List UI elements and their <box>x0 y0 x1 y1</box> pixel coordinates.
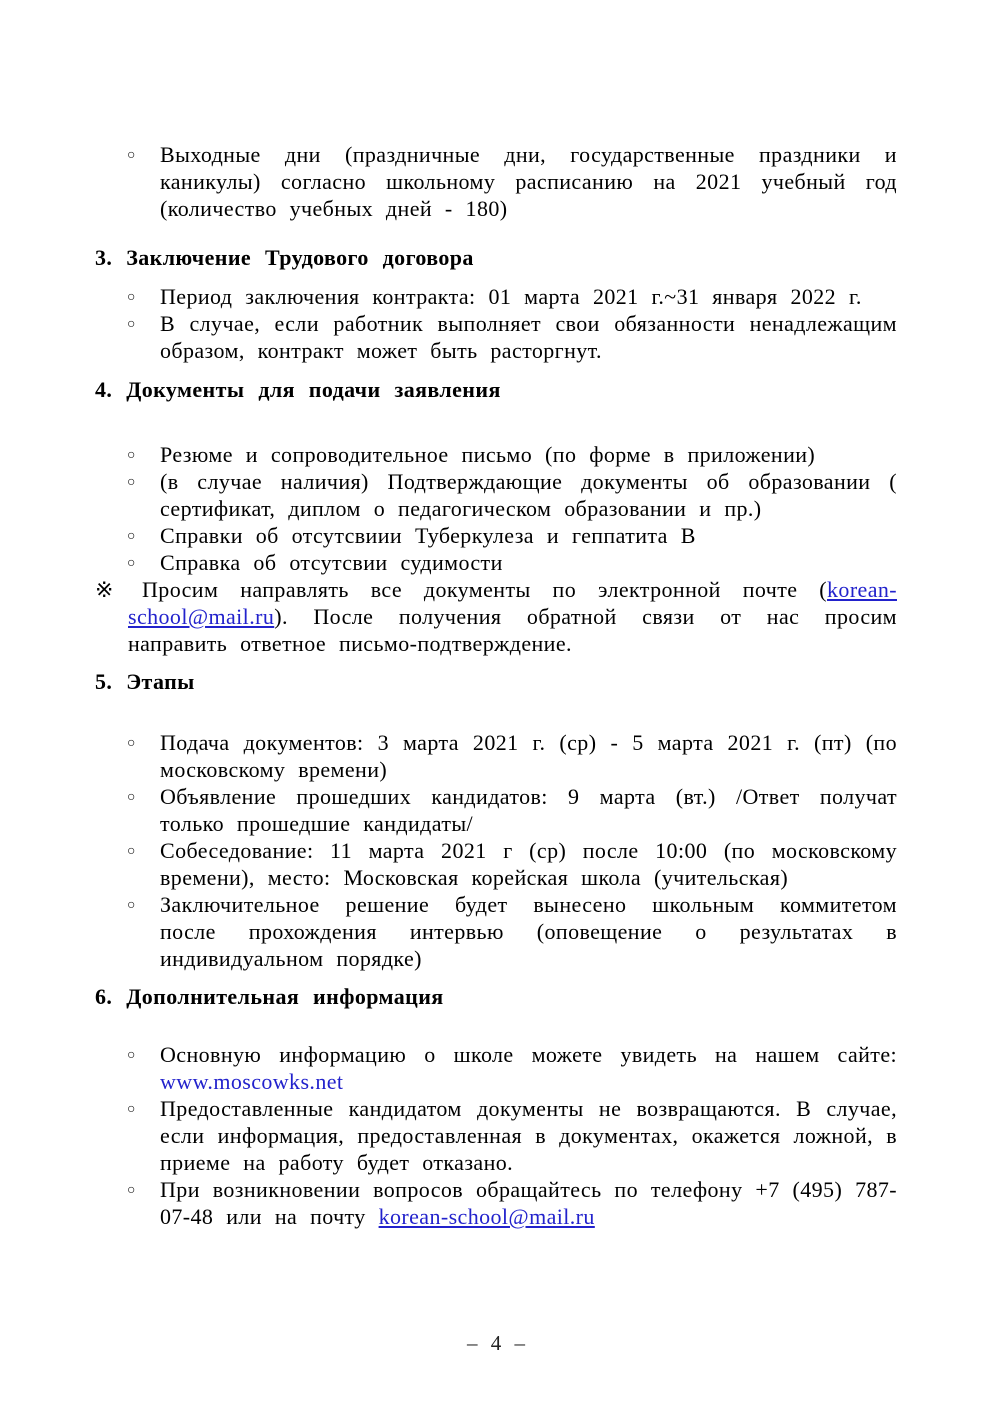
circle-bullet-icon: ○ <box>127 148 136 163</box>
list-item-interview <box>127 837 897 891</box>
circle-bullet-icon: ○ <box>127 844 136 859</box>
list-item-text: Заключительное решение будет вынесено школьным коммитетом после прохождения интервью (оповещение о результатах в индивидуальном порядке) <box>160 892 897 971</box>
circle-bullet-icon: ○ <box>127 556 136 571</box>
section-heading-additional-info: 6. Дополнительная информация <box>95 984 444 1009</box>
list-item-education-documents <box>127 468 897 522</box>
circle-bullet-icon: ○ <box>127 317 136 332</box>
list-item-school-website <box>127 1041 897 1095</box>
page-number: – 4 – <box>467 1331 525 1355</box>
list-item-weekends <box>127 141 897 222</box>
list-item-text: Основную информацию о школе можете увидеть на нашем сайте: <box>160 1042 897 1067</box>
list-item-contact-info <box>127 1176 897 1230</box>
list-item-text: Период заключения контракта: 01 марта 2021 г.~31 января 2022 г. <box>160 284 862 309</box>
circle-bullet-icon: ○ <box>127 736 136 751</box>
list-item-text: (в случае наличия) Подтверждающие документы об образовании ( сертификат, диплом о педагогическом образовании и пр.) <box>160 469 897 521</box>
note-text-prefix: Просим направлять все документы по электронной почте ( <box>142 577 828 602</box>
note-text-suffix: ). После получения обратной связи от нас просим направить ответное письмо-подтверждение. <box>128 604 897 656</box>
list-item-text: Справки об отсутсвиии Туберкулеза и геппатита В <box>160 523 696 548</box>
reference-mark-icon: ※ <box>95 577 114 602</box>
email-link[interactable]: korean-school@mail.ru <box>378 1204 595 1229</box>
list-item-text: Собеседование: 11 марта 2021 г (ср) после 10:00 (по московскому времени), место: Московская корейская школа (учительская) <box>160 838 897 890</box>
circle-bullet-icon: ○ <box>127 1183 136 1198</box>
note-send-documents <box>95 576 897 657</box>
list-item-documents-not-returned <box>127 1095 897 1176</box>
list-item-health-certificates <box>127 522 897 549</box>
list-item-text: Резюме и сопроводительное письмо (по форме в приложении) <box>160 442 816 467</box>
circle-bullet-icon: ○ <box>127 529 136 544</box>
section-heading-contract: 3. Заключение Трудового договора <box>95 245 474 270</box>
list-item-document-submission <box>127 729 897 783</box>
circle-bullet-icon: ○ <box>127 290 136 305</box>
circle-bullet-icon: ○ <box>127 448 136 463</box>
email-link[interactable]: korean-school@mail.ru <box>128 577 897 629</box>
list-item-text: Выходные дни (праздничные дни, государственные праздники и каникулы) согласно школьному расписанию на 2021 учебный год (количество учебных дней - 180) <box>160 142 897 221</box>
circle-bullet-icon: ○ <box>127 898 136 913</box>
list-item-contract-period <box>127 283 897 310</box>
website-link[interactable]: www.moscowks.net <box>160 1069 344 1094</box>
section-heading-stages: 5. Этапы <box>95 669 195 694</box>
document-content <box>95 141 897 1230</box>
list-item-contract-termination <box>127 310 897 364</box>
list-item-candidates-announcement <box>127 783 897 837</box>
list-item-final-decision <box>127 891 897 972</box>
circle-bullet-icon: ○ <box>127 1048 136 1063</box>
list-item-resume <box>127 441 897 468</box>
circle-bullet-icon: ○ <box>127 790 136 805</box>
section-heading-documents: 4. Документы для подачи заявления <box>95 377 501 402</box>
list-item-text: Объявление прошедших кандидатов: 9 марта (вт.) /Ответ получат только прошедшие кандидаты/ <box>160 784 897 836</box>
circle-bullet-icon: ○ <box>127 1102 136 1117</box>
list-item-criminal-record-certificate <box>127 549 897 576</box>
circle-bullet-icon: ○ <box>127 475 136 490</box>
list-item-text: Подача документов: 3 марта 2021 г. (ср) - 5 марта 2021 г. (пт) (по московскому времени) <box>160 730 897 782</box>
list-item-text: Справка об отсутсвии судимости <box>160 550 503 575</box>
list-item-text: В случае, если работник выполняет свои обязанности ненадлежащим образом, контракт может быть расторгнут. <box>160 311 897 363</box>
list-item-text: Предоставленные кандидатом документы не возвращаются. В случае, если информация, предоставленная в документах, окажется ложной, в приеме на работу будет отказано. <box>160 1096 897 1175</box>
list-item-text: При возникновении вопросов обращайтесь по телефону +7 (495) 787-07-48 или на почту <box>160 1177 897 1229</box>
